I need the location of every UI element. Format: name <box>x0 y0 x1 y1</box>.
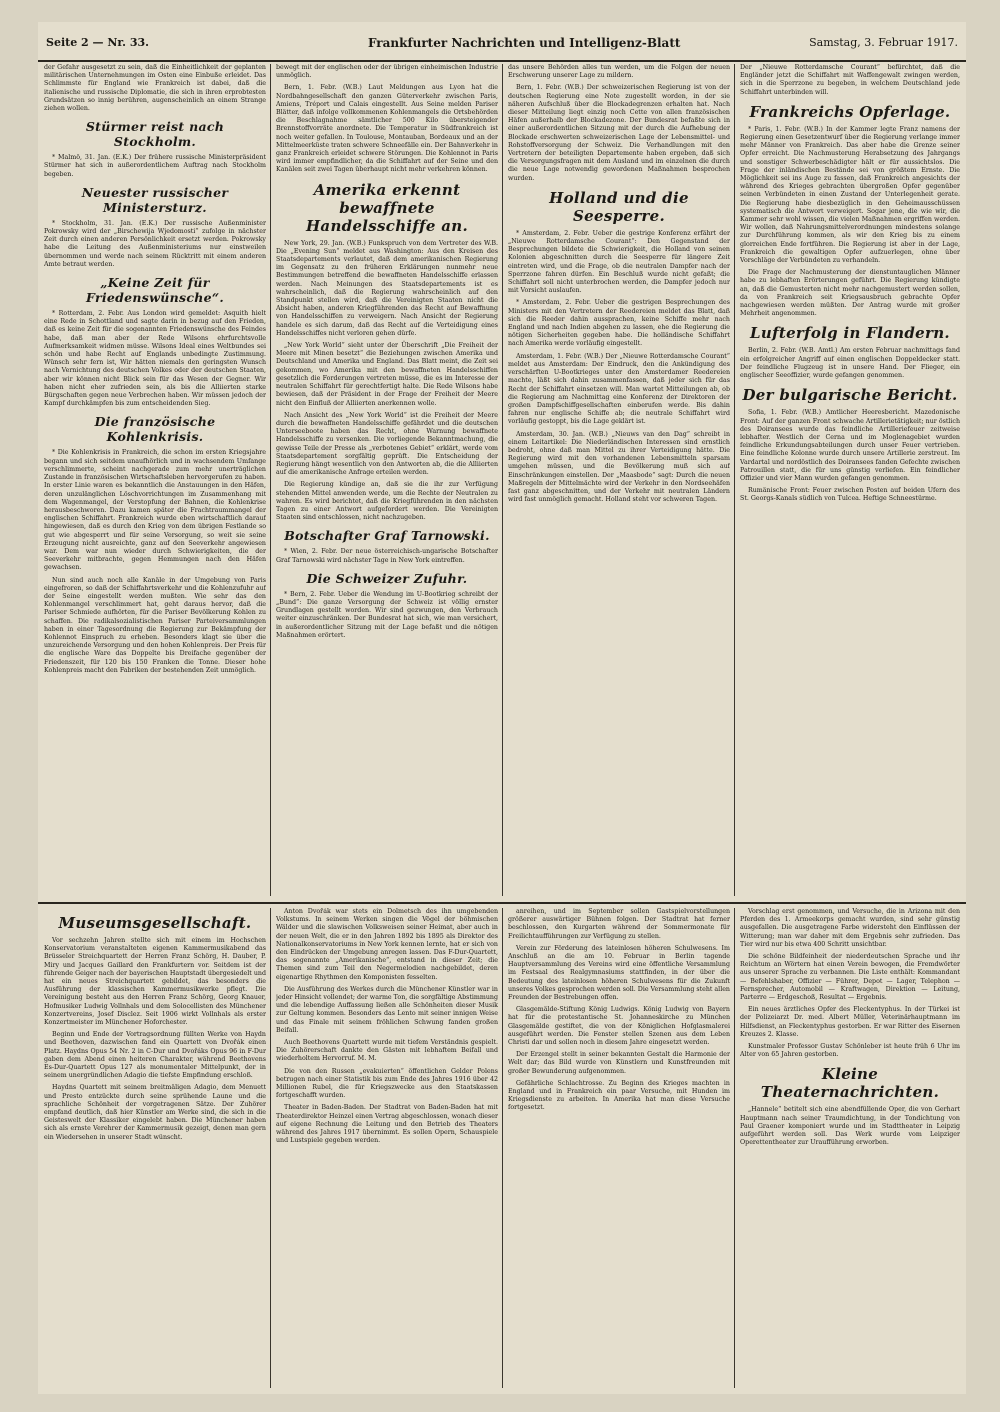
article-paragraph: bewegt mit der englischen oder der übrigen einheimischen Industrie unmöglich. <box>276 64 498 80</box>
article-paragraph: Kunstmaler Professor Gustav Schönleber ist heute früh 6 Uhr im Alter von 65 Jahren gestorben. <box>740 1043 960 1059</box>
issue-date: Samstag, 3. Februar 1917. <box>809 36 958 49</box>
article-paragraph: * Stockholm, 31. Jan. (E.K.) Der russische Außenminister Pokrowsky wird der „Birschewija Wjedomosti“ zufolge in nächster Zeit durch einen anderen Persönlichkeit ersetzt werden. Pokrowsky habe die Leitung des Außenministeriums nur einstweilen übernommen und werde nach seinem Rücktritt mit einem anderen Amte betraut werden. <box>44 219 266 268</box>
article-paragraph: New York, 29. Jan. (W.B.) Funkspruch von dem Vertreter des W.B. Die „Evening Sun“ meldet aus Washington: Aus den Kreisen des Staatsdepartements verlautet, daß dem amerikanischen Regierung im Gegensatz zu den früheren Erklärungen nunmehr neue Bestimmungen betreffend die bewaffneten Handelsschiffe erlassen werden. Nach Meinungen des Staatsdepartements ist es wahrscheinlich, daß die Regierung wahrscheinlich auf den Standpunkt stellen wird, daß die Vereinigten Staaten nicht die Absicht haben, anderen Kriegführenden das Recht auf Bewaffnung von Handelsschiffen zu verweigern. Nach Ansicht der Regierung handele es sich darum, daß das Recht auf die Verteidigung eines Handelsschiffes nicht verloren gehen dürfe. <box>276 239 498 337</box>
article-paragraph: Bern, 1. Febr. (W.B.) Laut Meldungen aus Lyon hat die Nordbahngesellschaft den ganzen Güterverkehr zwischen Paris, Amiens, Tréport und Calais eingestellt. Aus Seine melden Pariser Blätter, daß infolge vollkommenen Kohlenmangels die Ortsbehörden die Beschlagnahme sämtlicher 500 Kilo übersteigender Brennstoffvorräte anordnete. Die Temperatur in Südfrankreich ist noch weiter gefallen. In Toulouse, Montauban, Bordeaux und an der Mittelmeerküste traten schwere Schneefälle ein. Der Bahnverkehr in ganz Frankreich erleidet schwere Störungen. Die Kohlennot in Paris wird immer empfindlicher, da die Schiffahrt auf der Seine und den Kanälen seit zwei Tagen überhaupt nicht mehr verkehren können. <box>276 84 498 174</box>
article-paragraph: Der Erzengel stellt in seiner bekannten Gestalt die Harmonie der Welt dar; das Bild wurde von Künstlern und Kunstfreunden mit großer Bewunderung aufgenommen. <box>508 1051 730 1075</box>
article-paragraph: Sofia, 1. Febr. (W.B.) Amtlicher Heeresbericht. Mazedonische Front: Auf der ganzen Front schwache Artillerietätigkeit; nur östlich des Doiransees wurde das feindliche Artilleriefeuer zeitweise lebhafter. Westlich der Cerna und im Moglenagebiet wurden feindliche Erkundungsabteilungen durch unser Feuer vertrieben. Eine feindliche Kolonne wurde durch unsere Artillerie zerstreut. Im Vardartal und nordöstlich des Doiransees fanden Gefechte zwischen Patrouillen statt, die für uns günstig verliefen. Ein feindlicher Offizier und vier Mann wurden gefangen genommen. <box>740 409 960 482</box>
article-paragraph: Die Regierung kündige an, daß sie die ihr zur Verfügung stehenden Mittel anwenden werde, um die Rechte der Neutralen zu wahren. Es wird berichtet, daß die Kriegführenden in den nächsten Tagen zu einer Antwort aufgefordert werden. Die Vereinigten Staaten sind entschlossen, nicht nachzugeben. <box>276 481 498 522</box>
article-paragraph: Der „Nieuwe Rotterdamsche Courant“ befürchtet, daß die Engländer jetzt die Schiffahrt mit Waffengewalt zwingen werden, sich in die Sperrzone zu begeben, in welchem Deutschland jede Schiffahrt unterbinden will. <box>740 64 960 96</box>
article-headline: Lufterfolg in Flandern. <box>750 324 950 343</box>
article-paragraph: Rumänische Front: Feuer zwischen Posten auf beiden Ufern des St. Georgs-Kanals südlich von Tulcea. Heftige Schneestürme. <box>740 487 960 503</box>
article-paragraph: Anton Dvořák war stets ein Dolmetsch des ihn umgebenden Volkstums. In seinem Werken singen die Vögel der böhmischen Wälder und die slawischen Volksweisen seiner Heimat, aber auch in der neuen Welt, die er in den Jahren 1892 bis 1895 als Direktor des Nationalkonservatoriums in New York kennen lernte, hat er sich von den Eindrücken der Umgebung anregen lassen. Das F-Dur-Quartett, das sogenannte „Amerikanische“, entstand in dieser Zeit; die Themen sind zum Teil den Negermelodien nachgebildet, deren eigenartige Rhythmen den Komponisten fesselten. <box>276 908 498 981</box>
article-paragraph: Berlin, 2. Febr. (W.B. Amtl.) Am ersten Februar nachmittags fand ein erfolgreicher Angriff auf einen englischen Doppeldecker statt. Der feindliche Flugzeug ist in unsere Hand. Der Flieger, ein englischer Seeoffizier, wurde gefangen genommen. <box>740 347 960 380</box>
article-paragraph: Die Frage der Nachmusterung der dienstuntauglichen Männer habe zu lebhaften Erörterungen geführt. Die Regierung kündigte an, daß die Gemusterten nicht mehr nachgemustert werden sollen, da von Frankreich seit Kriegsausbruch gebrachte Opfer nachgewiesen werden müßten. Der Antrag wurde mit großer Mehrheit angenommen. <box>740 269 960 318</box>
article-paragraph: Nach Ansicht des „New York World“ ist die Freiheit der Meere durch die bewaffneten Handelsschiffe gefährdet und die deutschen Unterseeboote haben das Recht, ohne Warnung bewaffnete Handelsschiffe zu versenken. Die vorliegende Bekanntmachung, die gewisse Teile der Presse als „verbotenes Gebiet“ erklärt, werde vom Staatsdepartement sorgfältig geprüft. Die Entscheidung der Regierung hängt wesentlich von den Antworten ab, die die Alliierten auf die amerikanische Anfrage erteilen werden. <box>276 411 498 477</box>
article-headline: Holland und die Seesperre. <box>549 188 689 225</box>
section-divider <box>38 902 966 904</box>
article-paragraph: Auch Beethovens Quartett wurde mit tiefem Verständnis gespielt. Die Zuhörerschaft dankte den Gästen mit lebhaftem Beifall und wiederholtem Hervorruf. M. M. <box>276 1039 498 1063</box>
column-divider <box>502 908 503 1388</box>
article-headline: Die Schweizer Zufuhr. <box>306 570 468 586</box>
newspaper-title: Frankfurter Nachrichten und Intelligenz-Blatt <box>368 36 681 50</box>
article-paragraph: * Malmö, 31. Jan. (E.K.) Der frühere russische Ministerpräsident Stürmer hat sich in außerordentlichem Auftrag nach Stockholm begeben. <box>44 154 266 178</box>
article-paragraph: Die von den Russen „evakuierten“ öffentlichen Gelder Polens betrugen nach einer Statistik bis zum Ende des Jahres 1916 über 42 Millionen Rubel, die für Kriegszwecke aus den Staatskassen fortgeschafft wurden. <box>276 1067 498 1100</box>
column-divider <box>734 908 735 1388</box>
page-number: Seite 2 — Nr. 33. <box>46 36 149 49</box>
newspaper-page <box>38 22 966 1394</box>
column-2 <box>276 64 498 896</box>
article-paragraph: * Rotterdam, 2. Febr. Aus London wird gemeldet: Asquith hielt eine Rede in Schottland und sagte darin in bezug auf den Frieden, daß es keine Zeit für die sogenannten Friedenswünsche des Feindes habe, daß man aber der Rede Wilsons ehrfurchtsvolle Aufmerksamkeit widmen müsse. Wilsons Ideal eines Weltbundes sei schön und habe Recht auf Englands unbedingte Zustimmung. Wünsch sehr fern ist, Wir hätten niemals den geringsten Wunsch nach Vernichtung des deutschen Volkes oder der deutschen Staaten, aber wir können nicht Blick sein für das Wesen der Gegner. Wir haben nicht eher zufrieden sein, als bis die Alliierten starke Bürgschaften gegen neue Verbrechen haben. Wir müssen jedoch der Kampf durchkämpfen bis zum entscheidenden Sieg. <box>44 310 266 408</box>
article-paragraph: anreihen, und im September sollen Gastspielvorstellungen größerer auswärtiger Bühnen folgen. Der Stadtrat hat ferner beschlossen, den Kurgarten während der Sommermonate für Freilichtaufführungen zur Verfügung zu stellen. <box>508 908 730 940</box>
feuilleton-column-4 <box>740 908 960 1388</box>
column-4 <box>740 64 960 844</box>
article-headline: Frankreichs Opferlage. <box>749 102 951 121</box>
article-paragraph: Theater in Baden-Baden. Der Stadtrat von Baden-Baden hat mit Theaterdirektor Heinzel einen Vertrag abgeschlossen, wonach dieser auf eigene Rechnung die Leitung und den Betrieb des Theaters während des Jahres 1917 übernimmt. Es sollen Opern, Schauspiele und Lustspiele gegeben werden. <box>276 1104 498 1145</box>
column-divider <box>270 64 271 896</box>
feuilleton-column-2 <box>276 908 498 1388</box>
article-paragraph: Amsterdam, 30. Jan. (W.B.) „Nieuws van den Dag“ schreibt in einem Leitartikel: Die Niederländischen Interessen sind ernstlich bedroht, ohne daß man Mittel zu ihrer Verteidigung hätte. Die Regierung wird mit den vorhandenen Lebensmitteln sparsam umgehen müssen, und die Bevölkerung muß sich auf Einschränkungen einstellen. Der „Maasbode“ sagt: Durch die neuen Maßregeln der Mittelmächte wird der Verkehr in den Nordseehäfen fast ganz abgeschnitten, und der Verkehr mit neutralen Ländern wird fast unmöglich gemacht. Holland steht vor schweren Tagen. <box>508 430 730 504</box>
article-paragraph: Glasgemälde-Stiftung König Ludwigs. König Ludwig von Bayern hat für die protestantische St. Johanneskirche zu München Glasgemälde gestiftet, die von der Königlichen Hofglasmalerei ausgeführt werden. Die Fenster stellen Szenen aus dem Leben Christi dar und sollen noch in diesem Jahre eingesetzt werden. <box>508 1006 730 1047</box>
article-paragraph: * Bern, 2. Febr. Ueber die Wendung im U-Bootkrieg schreibt der „Bund“: Die ganze Versorgung der Schweiz ist völlig ernster Grundlagen gestellt worden. Wir sind gezwungen, den Verbrauch weiter einzuschränken. Der Bundesrat hat sich, wie man versichert, in außerordentlicher Sitzung mit der Lage befaßt und die nötigen Maßnahmen erörtert. <box>276 590 498 639</box>
article-paragraph: Ein neues ärztliches Opfer des Fleckentyphus. In der Türkei ist der Polizeiarzt Dr. med. Albert Müller, Veterinärhauptmann im Hilfsdienst, an Fleckentyphus gestorben. Er war Ritter des Eisernen Kreuzes 2. Klasse. <box>740 1006 960 1038</box>
article-headline: „Keine Zeit für Friedenswünsche“. <box>85 275 225 306</box>
article-headline: Stürmer reist nach Stockholm. <box>85 119 225 150</box>
article-headline: Amerika erkennt bewaffnete Handelsschiffe an. <box>305 180 469 235</box>
article-paragraph: Haydns Quartett mit seinem breitmäligen Adagio, dem Menuett und Presto entzückte durch seine sprühende Laune und die sprachliche Schönheit der vorgetragenen Sätze. Der Zuhörer empfand deutlich, daß hier Künstler am Werke sind, die sich in die Geisteswelt der Klassiker eingelebt haben. Die Münchener haben sich als ernste Verehrer der Kammermusik gezeigt, denen man gern ein Wiedersehen in unserer Stadt wünscht. <box>44 1084 266 1141</box>
article-paragraph: * Amsterdam, 2. Febr. Ueber die gestrigen Besprechungen des Ministers mit den Vertretern der Reedereien meldet das Blatt, daß sich die Reeder dahin aussprachen, keine Schiffe mehr nach England und nach Indien abgehen zu lassen, ehe die Regierung die nötigen Sicherheiten gegeben habe. Die holländische Schiffahrt nach Amerika werde vorläufig eingestellt. <box>508 299 730 348</box>
article-paragraph: * Wien, 2. Febr. Der neue österreichisch-ungarische Botschafter Graf Tarnowski wird nächster Tage in New York eintreffen. <box>276 548 498 564</box>
article-paragraph: Verein zur Förderung des lateinlosen höheren Schulwesens. Im Anschluß an die am 10. Februar in Berlin tagende Hauptversammlung des Vereins wird eine öffentliche Versammlung im Festsaal des Realgymnasiums stattfinden, in der über die Bedeutung des lateinlosen höheren Schulwesens für die Zukunft unseres Volkes gesprochen werden soll. Die Versammlung steht allen Freunden der Bestrebungen offen. <box>508 944 730 1002</box>
article-headline: Botschafter Graf Tarnowski. <box>284 528 490 544</box>
article-paragraph: Vorschlag erst genommen, und Versuche, die in Arizona mit den Pferden des 1. Armeekorps gemacht wurden, sind sehr günstig ausgefallen. Die ausgetragene Farbe widersteht den Einflüssen der Witterung; man war daher mit dem Ergebnis sehr zufrieden. Das Tier wird nur bis etwa 400 Schritt unsichtbar. <box>740 908 960 948</box>
masthead <box>38 30 966 62</box>
feuilleton-column-3 <box>508 908 730 1388</box>
article-paragraph: Bern, 1. Febr. (W.B.) Der schweizerischen Regierung ist von der deutschen Regierung eine Note zugestellt worden, in der sie näheren Aufschluß über die Blockadegrenzen erhalten hat. Nach dieser Mitteilung liegt einzig noch Cette von allen französischen Häfen außerhalb der Blockadezone. Der Bundesrat befaßte sich in einer außerordentlichen Sitzung mit der durch die Aufhebung der Blockade erschwerten schweizerischen Lage der Lebensmittel- und Rohstoffversorgung der Schweiz. Die Verhandlungen mit den Vertretern der beteiligten Departemente haben ergeben, daß sich die Versorgungsfragen mit dem Ausland und im einzelnen die durch die neue Lage notwendig gewordenen Maßnahmen besprochen wurden. <box>508 84 730 182</box>
article-paragraph: * Paris, 1. Febr. (W.B.) In der Kammer legte Franz namens der Regierung einen Gesetzentwurf über die Regierung verlange immer mehr Männer von Frankreich. Das aber habe die Grenze seiner Opfer erreicht. Die Nachmusterung Herabsetzung des Jahrgangs und sonstiger Schwerbeschädigter hält er für aussichtslos. Die Frage der inländischen Bestände sei von größtem Ernste. Die Möglichkeit sei ins Auge zu fassen, daß Frankreich angesichts der während des Krieges gebrachten übergroßen Opfer gegenüber seinen Verbündeten in einen Zustand der Unterlegenheit gerate. Die Regierung habe diesbezüglich in den Geheimausschüssen systematisch die Antwort verweigert. Sogar jene, die wie wir, die Kammer sehr wohl wissen, die vielen Maßnahmen ergriffen werden. Wir wollen, daß Nahrungsmittelverordnungen mindestens solange zur Durchführung kommen, als wir den Krieg bis zu einem glorreichen Ende fortführen. Die Regierung ist aber in der Lage, Frankreich die gewaltigen Opfer aufzuerlegen, ohne über Vorschläge der Verbündeten zu verhandeln. <box>740 125 960 265</box>
feuilleton-column-1 <box>44 908 266 1388</box>
article-headline: Die französische Kohlenkrisis. <box>94 414 216 445</box>
article-paragraph: * Amsterdam, 2. Febr. Ueber die gestrige Konferenz erfährt der „Nieuwe Rotterdamsche Courant“: Den Gegenstand der Besprechungen bildete die Schwierigkeit, die Holland von seinen Kolonien abgeschnitten durch die Seesperre für längere Zeit eintreten wird, und die Frage, ob die neutralen Dampfer nach der Sperrzone fahren dürfen. Ein Beschluß wurde nicht gefaßt; die Schiffahrt soll nicht unterbrochen werden, die Dampfer jedoch nur mit Vorsicht auslaufen. <box>508 229 730 295</box>
column-divider <box>734 64 735 896</box>
article-paragraph: der Gefahr ausgesetzt zu sein, daß die Einheitlichkeit der geplanten militärischen Unternehmungen im Osten eine Einbuße erleidet. Das Schlimmste für England wie Frankreich ist dabei, daß die italienische und russische Diplomatie, die sich in ihren erprobtesten Grundsätzen so innig berühren, augenscheinlich an einem Strange ziehen wollen. <box>44 64 266 113</box>
article-paragraph: das unsere Behörden alles tun werden, um die Folgen der neuen Erschwerung unserer Lage zu mildern. <box>508 64 730 80</box>
article-headline: Der bulgarische Bericht. <box>742 386 958 405</box>
article-paragraph: „New York World“ sieht unter der Überschrift „Die Freiheit der Meere mit Minen besetzt“ die Beziehungen zwischen Amerika und Deutschland und Amerika und England. Das Blatt meint, die Zeit sei gekommen, wo Amerika mit den bewaffneten Handelsschiffen gesetzlich die Forderungen vertreten müsse, die es im Interesse der neutralen Schiffahrt für gerechtfertigt halte. Die Rede Wilsons habe bewiesen, daß der Präsident in der Frage der Freiheit der Meere nicht den Einfluß der Alliierten anerkennen wolle. <box>276 342 498 407</box>
article-paragraph: Die Ausführung des Werkes durch die Münchener Künstler war in jeder Hinsicht vollendet; der warme Ton, die sorgfältige Abstimmung und die lebendige Auffassung ließen alle Schönheiten dieser Musik zur Geltung kommen. Besonders das Lento mit seiner innigen Weise und das Finale mit seinem fröhlichen Schwung fanden großen Beifall. <box>276 985 498 1034</box>
column-3 <box>508 64 730 896</box>
article-paragraph: Beginn und Ende der Vortragsordnung füllten Werke von Haydn und Beethoven, dazwischen fand ein Quartett von Dvořák einen Platz. Haydns Opus 54 Nr. 2 in C-Dur und Dvořáks Opus 96 in F-Dur gaben dem Abend einen heiteren Charakter, während Beethovens Es-Dur-Quartett Opus 127 als monumentaler Mittelpunkt, der in seinem unergründlichen Adagio die tiefste Empfindung erschloß. <box>44 1031 266 1080</box>
column-divider <box>270 908 271 1388</box>
article-paragraph: „Hannele“ betitelt sich eine abendfüllende Oper, die von Gerhart Hauptmann nach seiner Traumdichtung, in der Tondichtung von Paul Graener komponiert wurde und im Stadttheater in Leipzig aufgeführt werden soll. Das Werk wurde vom Leipziger Operettentheater zur Uraufführung erworben. <box>740 1106 960 1147</box>
article-paragraph: Die schöne Bildfeinheit der niederdeutschen Sprache und ihr Reichtum an Wörtern hat einen Verein bewogen, die Fremdwörter aus unserer Sprache zu verbannen. Die Liste enthält: Kommandant — Befehlshaber, Offizier — Führer, Depot — Lager, Telephon — Fernsprecher, Automobil — Kraftwagen, Direktion — Leitung, Parterre — Erdgeschoß, Resultat — Ergebnis. <box>740 953 960 1002</box>
column-1 <box>44 64 266 896</box>
article-paragraph: * Die Kohlenkrisis in Frankreich, die schon im ersten Kriegsjahre begann und sich seitdem unaufhörlich und in wachsendem Umfange verschlimmerte, scheint nachgerade zum mehr unerträglichen Zustande in französischen Wirtschaftsleben hervorgerufen zu haben. In erster Linie waren es bekanntlich die Anstauungen in den Häfen, deren unzulänglichen Löschvorrichtungen im Zusammenhang mit dem Wagenmangel, der Verstopfung der Bahnen, die Kohlenkrise herausbeschworen. Dazu kamen später die Frachtraummangel der englischen Schiffahrt. Frankreich wurde eben wirtschaftlich darauf hingewiesen, daß es durch den Krieg von dem übrigen Festlande so gut wie abgesperrt und für seine Versorgung, so weit sie seine Erzeugung nicht ausreichte, ganz auf den Seeverkehr angewiesen war. Dem war nun wieder durch Schwierigkeiten, die der Seeverkehr mitbrachte, gegen Hemmungen nach den Häfen gewachsen. <box>44 449 266 572</box>
article-headline: Neuester russischer Ministersturz. <box>81 184 229 215</box>
column-divider <box>502 64 503 896</box>
feuilleton-title: Museumsgesellschaft. <box>58 914 252 932</box>
theater-news-headline: Kleine Theaternachrichten. <box>760 1065 940 1102</box>
article-paragraph: Vor sechzehn Jahren stellte sich mit einem im Hochschen Konservatorium veranstalteten eigenen Kammermusikabend das Brüsseler Streichquartett der Herren Franz Schörg, H. Dauber, P. Miry und Jacques Gaillard den Frankfurtern vor. Seitdem ist der führende Geiger nach der bayerischen Hauptstadt übergesiedelt und hat ein neues Streichquartett gebildet, das besonders die Ausführung der klassischen Kammermusikwerke pflegt. Die Vereinigung besteht aus den Herren Franz Schörg, Georg Knauer, Hofmusiker Ludwig Vollnhals und dem Solocellisten des Münchener Konzertvereins, Josef Disclez. Seit 1906 wirkt Vollnhals als erster Konzertmeister im Münchener Hoforchester. <box>44 937 266 1027</box>
article-paragraph: Gefährliche Schlachtrosse. Zu Beginn des Krieges machten in England und in Frankreich ein paar Versuche, mit Hunden im Kriegsdienste zu arbeiten. In Amerika hat man diese Versuche fortgesetzt. <box>508 1079 730 1112</box>
article-paragraph: Amsterdam, 1. Febr. (W.B.) Der „Nieuwe Rotterdamsche Courant“ meldet aus Amsterdam: Der Eindruck, den die Ankündigung des verschärften U-Bootkrieges unter den Amsterdamer Reedereien machte, läßt sich dahin zusammenfassen, daß jeder sich für das Recht der Schiffahrt einsetzen will. Man wartet Mitteilungen ab, ob die Regierung am Nachmittag eine Konferenz der Direktoren der großen Dampfschiffgesellschaften einberufen werde. Bis dahin fahren nur englische Schiffe ab; die neutrale Schiffahrt wird vorläufig gestoppt, bis die Lage geklärt ist. <box>508 352 730 426</box>
article-paragraph: Nun sind auch noch alle Kanäle in der Umgebung von Paris eingefroren, so daß der Schiffahrtsverkehr und die Kohlenzufuhr auf der Seine eingestellt werden mußten. Wie sehr das den Kohlenmangel verschlimmert hat, geht daraus hervor, daß die Pariser Schmiede aufhörten, für die Pariser Bevölkerung Kohlen zu schaffen. Die radikalsozialistischen Pariser Parteiversammlungen haben in einer Tagesordnung die Regierung zur Bekämpfung der Kohlennot Einspruch zu erheben. Besonders klagt sie über die unzureichende Versorgung und den hohen Kohlenpreis. Der Preis für die englische Ware das Doppelte bis Dreifache gegenüber der Friedenszeit, für 120 bis 150 Franken die Tonne. Dieser hohe Kohlenpreis macht den Fabriken der bestehenden Zeit unmöglich. <box>44 576 266 674</box>
